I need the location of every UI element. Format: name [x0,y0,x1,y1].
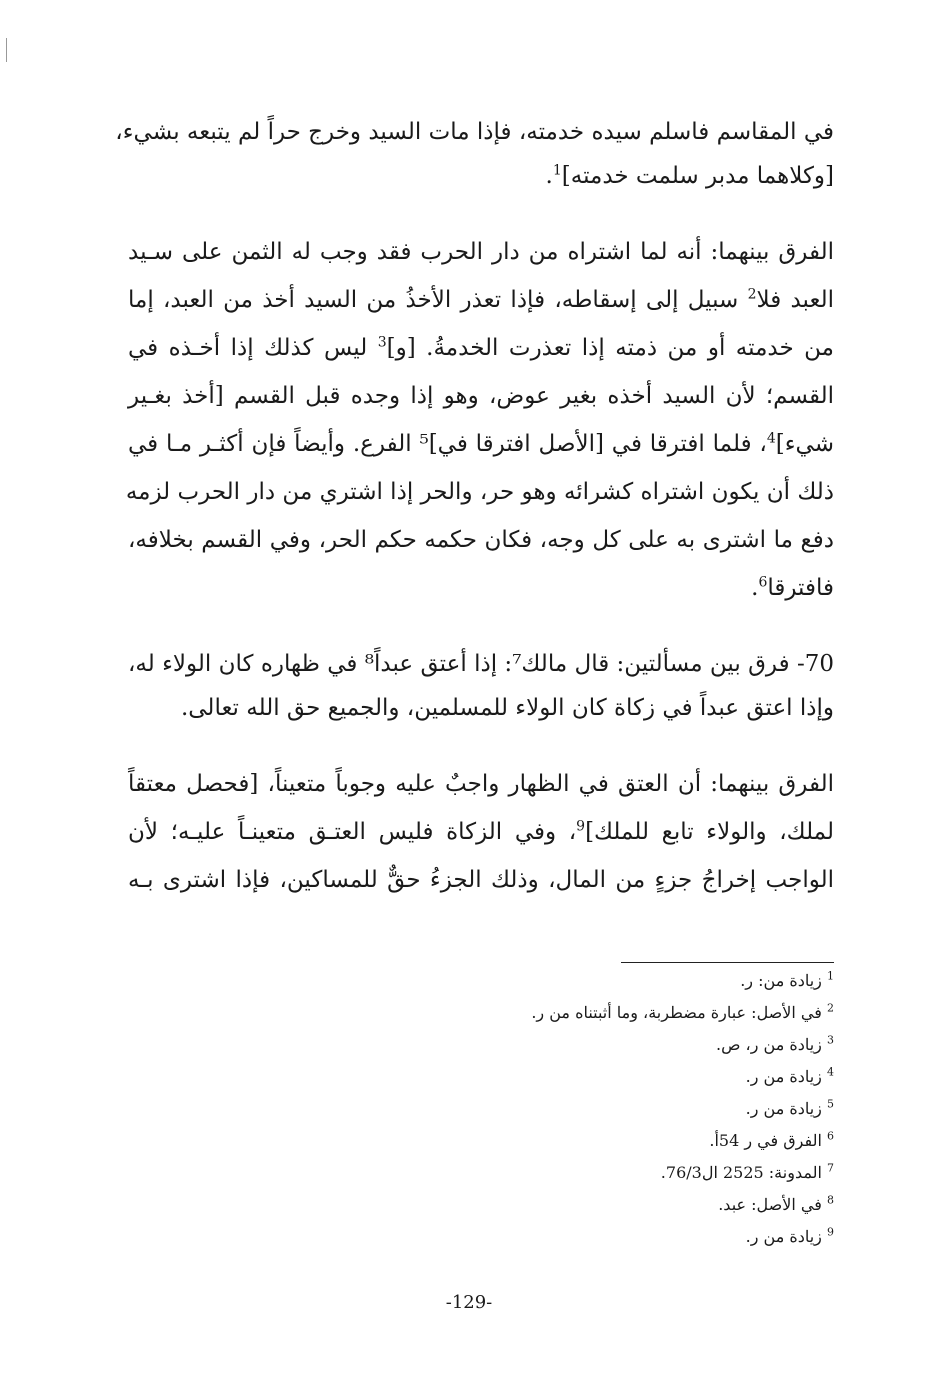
footnote-ref: 4 [766,430,776,447]
footnote-text: زيادة من ر. [745,1227,822,1246]
body-line [128,812,834,852]
body-line [128,424,834,464]
body-line-text: الفرق بينهما: أنه لما اشتراه من دار الحرب فقد وجب له الثمن على سـيد [128,239,834,265]
footnote-number: 6 [827,1129,834,1143]
footnote-ref: 3 [377,334,387,351]
footnote-number: 3 [827,1033,834,1047]
footnote-number: 2 [827,1001,834,1015]
body-line-text: شيء] [775,431,834,457]
footnote-text: في الأصل: عبارة مضطربة، وما أثبتناه من ر. [531,1003,822,1022]
footnote-number: 9 [827,1225,834,1239]
body-line-tail: ، وفي الزكاة فليس العتـق متعينـاً عليـه؛ لأن [128,819,577,845]
footnote-text: زيادة من: ر. [740,971,822,990]
footnote-item [400,1096,834,1122]
body-line-text: القسم؛ لأن السيد أخذه بغير عوض، وهو إذا وجده قبل القسم [أخذ بغـير [128,383,834,409]
body-line-tail: . [751,575,759,601]
footnote-text: الفرق في ر 54أ. [709,1131,822,1150]
footnote-ref: 9 [576,818,586,835]
body-line-tail: ليس كذلك إذا أخـذه في [128,335,378,361]
body-line [115,112,834,152]
body-line-text: لملك، والولاء تابع للملك] [585,819,834,845]
body-line-text: فافترقا [767,575,834,601]
footnote-item [400,1192,834,1218]
body-line [128,280,834,320]
footnote-text: زيادة من ر، ص. [716,1035,822,1054]
body-line [128,328,834,368]
body-line-text: الواجب إخراجُ جزءٍ من المال، وذلك الجزءُ حقٌّ للمساكين، فإذا اشترى بـه [128,867,834,893]
footnote-item [400,1064,834,1090]
footnote-ref: 2 [747,286,757,303]
footnote-text: زيادة من ر. [745,1067,822,1086]
body-line [128,568,834,608]
footnote-item [400,1000,834,1026]
footnote-ref: 6 [758,574,768,591]
body-line [128,156,834,196]
body-line [128,520,834,560]
page-number: -129- [445,1292,493,1313]
footnote-number: 4 [827,1065,834,1079]
body-line-tail: سبيل إلى إسقاطه، فإذا تعذر الأخذُ من السيد أخذ من العبد، إما [128,287,748,313]
footnote-item [400,968,834,994]
body-line [128,644,834,684]
footnote-item [400,1160,834,1186]
body-line [128,860,834,900]
body-line-text: ذلك أن يكون اشتراه كشرائه وهو حر، والحر إذا اشتري من دار الحرب لزمه [125,479,834,505]
body-line [128,688,834,728]
body-line [128,376,834,416]
body-line-text: دفع ما اشترى به على كل وجه، فكان حكمه حكم الحر، وفي القسم بخلافه، [128,527,834,553]
body-line-text: 70- فرق بين مسألتين: قال مالك⁷: إذا أعتق عبداً⁸ في ظهاره كان الولاء له، [128,651,834,677]
body-line [128,764,834,804]
body-line-text: [وكلاهما مدبر سلمت خدمته] [561,163,834,189]
body-line [128,232,834,272]
body-line-text: الفرق بينهما: أن العتق في الظهار واجبٌ عليه وجوباً متعيناً، [فحصل معتقاً [128,771,834,797]
footnote-text: زيادة من ر. [745,1099,822,1118]
footnote-item [400,1224,834,1250]
body-line-text: وإذا اعتق عبداً في زكاة كان الولاء للمسلمين، والجميع حق الله تعالى. [180,695,834,721]
footnote-ref: 1 [552,162,562,179]
footnote-item [400,1128,834,1154]
footnote-item [400,1032,834,1058]
footnote-text: في الأصل: عبد. [718,1195,822,1214]
footnote-number: 8 [827,1193,834,1207]
scan-edge-mark [6,38,7,62]
footnote-number: 5 [827,1097,834,1111]
body-line-text: في المقاسم فاسلم سيده خدمته، فإذا مات السيد وخرج حراً لم يتبعه بشيء، [115,119,834,145]
body-line [125,472,834,512]
body-line-tail: ، فلما افترقا في [الأصل افترقا في]⁵ الفرع. وأيضاً فإن أكثـر مـا في [128,431,767,457]
footnote-number: 7 [827,1161,834,1175]
footnote-separator [621,962,834,963]
body-line-text: من خدمته أو من ذمته إذا تعذرت الخدمةُ. [و] [386,335,834,361]
footnote-text: المدونة: 2525 ال76/3. [660,1163,822,1182]
body-line-tail: . [545,163,553,189]
footnote-number: 1 [827,969,834,983]
body-line-text: العبد فلا [756,287,834,313]
